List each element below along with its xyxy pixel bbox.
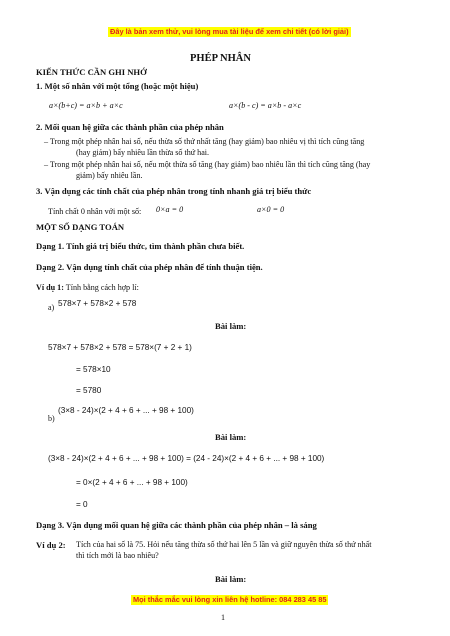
section-heading-problem-types: MỘT SỐ DẠNG TOÁN	[36, 222, 125, 232]
vidu2-line1: Tích của hai số là 75. Hỏi nếu tăng thừa số thứ hai lên 5 lần và giữ nguyên thừa số thứ nhất	[76, 540, 372, 549]
item2-heading: 2. Mối quan hệ giữa các thành phần của phép nhân	[36, 122, 224, 132]
item2-bullet1-line2: (hay giảm) bấy nhiêu lần thừa số thứ hai.	[76, 148, 210, 157]
dang1-heading: Dạng 1. Tính giá trị biểu thức, tìm thành phần chưa biết.	[36, 241, 245, 251]
item2-bullet2-line1: – Trong một phép nhân hai số, nếu một thừa số tăng (hay giảm) bao nhiêu lần thì tích cũng tăng (hay	[44, 160, 371, 169]
solution-a-line3: = 5780	[76, 386, 102, 395]
item3-text: Tính chất 0 nhân với một số:	[48, 207, 142, 216]
page-number: 1	[221, 613, 226, 622]
solution-a-line1: 578×7 + 578×2 + 578 = 578×(7 + 2 + 1)	[48, 343, 192, 352]
formula-distributive-sum: a×(b+c) = a×b + a×c	[49, 101, 123, 110]
formula-distributive-diff: a×(b - c) = a×b - a×c	[229, 101, 302, 110]
hotline-banner: Mọi thắc mắc vui lòng xin liên hệ hotline: 084 283 45 85	[133, 595, 327, 604]
item2-bullet2-line2: giảm) bấy nhiêu lần.	[76, 171, 143, 180]
vidu2-label: Ví dụ 2:	[36, 540, 66, 550]
part-a-expression: 578×7 + 578×2 + 578	[58, 299, 137, 308]
part-b-label: b)	[48, 414, 55, 423]
formula-zero-left: 0×a = 0	[156, 205, 184, 214]
solution-b-line2: = 0×(2 + 4 + 6 + ... + 98 + 100)	[76, 478, 188, 487]
solution-a-line2: = 578×10	[76, 365, 111, 374]
vidu2-line2: thì tích mới là bao nhiêu?	[76, 551, 159, 560]
bai-lam-vidu2: Bài làm:	[215, 574, 247, 584]
vidu1	[36, 283, 139, 292]
solution-b-line1: (3×8 - 24)×(2 + 4 + 6 + ... + 98 + 100) = (24 - 24)×(2 + 4 + 6 + ... + 98 + 100)	[48, 454, 325, 463]
solution-b-line3: = 0	[76, 500, 88, 509]
page-title: PHÉP NHÂN	[190, 53, 251, 64]
dang3-heading: Dạng 3. Vận dụng mối quan hệ giữa các thành phần của phép nhân – là sáng	[36, 520, 317, 530]
formula-zero-right: a×0 = 0	[257, 205, 285, 214]
vidu1-text: Tính bằng cách hợp lí:	[65, 283, 139, 292]
item2-bullet1-line1: – Trong một phép nhân hai số, nếu thừa số thứ nhất tăng (hay giảm) bao nhiêu vị thì tích cũng tăng	[44, 137, 365, 146]
part-a-label: a)	[48, 303, 55, 312]
bai-lam-a: Bài làm:	[215, 321, 247, 331]
bai-lam-b: Bài làm:	[215, 432, 247, 442]
part-b-expression: (3×8 - 24)×(2 + 4 + 6 + ... + 98 + 100)	[58, 406, 194, 415]
item3-heading: 3. Vận dụng các tính chất của phép nhân trong tính nhanh giá trị biểu thức	[36, 186, 312, 196]
vidu1-label: Ví dụ 1:	[36, 283, 64, 292]
item1-heading: 1. Một số nhân với một tổng (hoặc một hiệu)	[36, 81, 199, 91]
dang2-heading: Dạng 2. Vận dụng tính chất của phép nhân để tính thuận tiện.	[36, 262, 263, 272]
preview-banner: Đây là bản xem thử, vui lòng mua tài liệu để xem chi tiết (có lời giải)	[110, 27, 349, 36]
section-heading-knowledge: KIẾN THỨC CẦN GHI NHỚ	[36, 67, 147, 77]
